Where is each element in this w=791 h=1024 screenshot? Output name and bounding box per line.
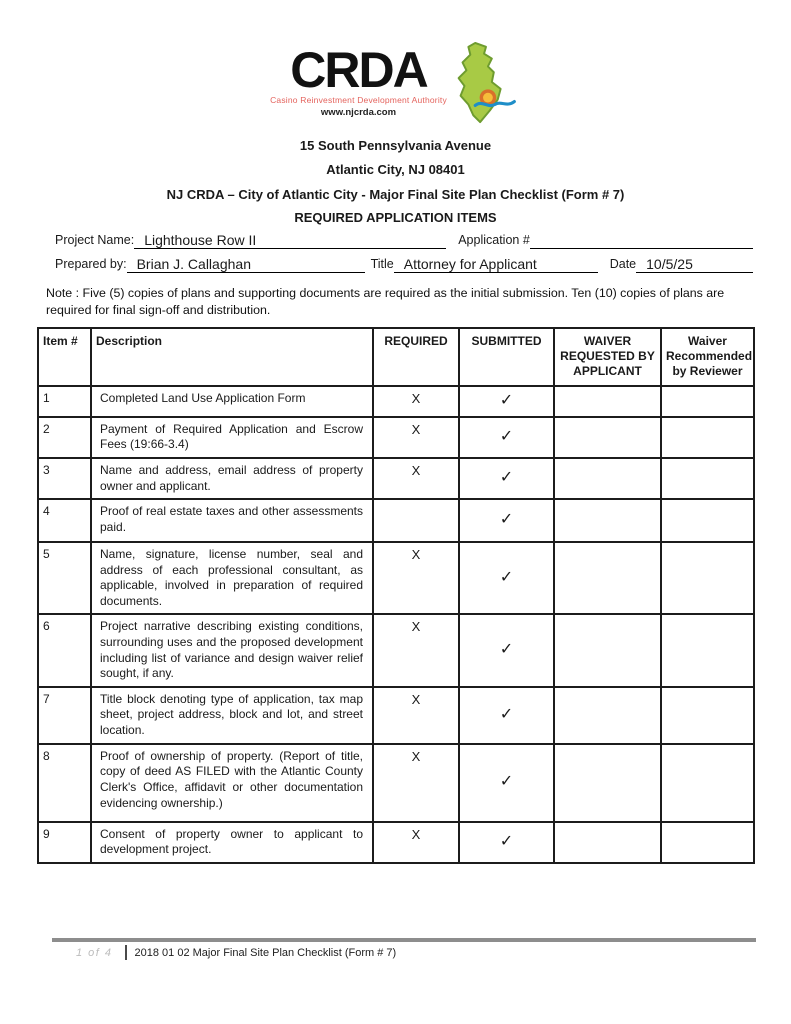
- new-jersey-state-icon: [449, 40, 521, 126]
- waiver-recommended-cell: [661, 614, 754, 686]
- required-mark: X: [373, 822, 459, 863]
- header-item: Item #: [38, 328, 91, 386]
- item-number: 8: [38, 744, 91, 822]
- item-number: 3: [38, 458, 91, 499]
- submitted-check: ✓: [459, 386, 554, 417]
- table-row: [38, 417, 754, 458]
- item-description: Name, signature, license number, seal and address of each professional consultant, as applicable, involved in preparation of required documents.: [91, 542, 373, 614]
- project-name-value: Lighthouse Row II: [144, 232, 257, 248]
- application-number-label: Application #: [458, 233, 530, 248]
- date-label: Date: [609, 257, 637, 272]
- item-number: 4: [38, 499, 91, 542]
- crda-logo-text: [270, 42, 447, 118]
- waiver-recommended-cell: [661, 386, 754, 417]
- required-mark: X: [373, 744, 459, 822]
- address-line-1: 15 South Pennsylvania Avenue: [299, 138, 492, 153]
- submitted-check: ✓: [459, 744, 554, 822]
- header-waiver-recommended: Waiver Recommended by Reviewer: [661, 328, 754, 386]
- waiver-requested-cell: [554, 614, 661, 686]
- item-number: 2: [38, 417, 91, 458]
- application-number-value: [530, 232, 544, 249]
- waiver-requested-cell: [554, 822, 661, 863]
- waiver-requested-cell: [554, 458, 661, 499]
- item-description: Consent of property owner to applicant to development project.: [91, 822, 373, 863]
- waiver-recommended-cell: [661, 499, 754, 542]
- section-title: REQUIRED APPLICATION ITEMS: [294, 210, 497, 225]
- crda-logo: [0, 42, 791, 128]
- item-description: Title block denoting type of application, tax map sheet, project address, block and lot, and street location.: [91, 687, 373, 744]
- submitted-check: ✓: [459, 542, 554, 614]
- logo-website: www.njcrda.com: [320, 107, 397, 118]
- submitted-check: ✓: [459, 822, 554, 863]
- address-line-2: Atlantic City, NJ 08401: [326, 162, 465, 177]
- project-name-row: [38, 232, 753, 249]
- submitted-check: ✓: [459, 499, 554, 542]
- table-row: [38, 614, 754, 686]
- checklist-table: [37, 327, 755, 864]
- table-row: [38, 386, 754, 417]
- required-mark: X: [373, 542, 459, 614]
- submitted-check: ✓: [459, 687, 554, 744]
- header-submitted: SUBMITTED: [459, 328, 554, 386]
- project-name-field: [134, 232, 446, 249]
- item-description: Proof of ownership of property. (Report of title, copy of deed AS FILED with the Atlantic County Clerk's Office, affidavit or other documentation evidencing ownership.): [91, 744, 373, 822]
- table-row: [38, 458, 754, 499]
- table-header-row: [38, 328, 754, 386]
- item-description: Payment of Required Application and Escrow Fees (19:66-3.4): [91, 417, 373, 458]
- submitted-check: ✓: [459, 417, 554, 458]
- submitted-check: ✓: [459, 614, 554, 686]
- logo-brand: CRDA: [290, 42, 427, 98]
- table-row: [38, 822, 754, 863]
- footer-vertical-bar: [125, 945, 127, 960]
- waiver-recommended-cell: [661, 417, 754, 458]
- waiver-requested-cell: [554, 417, 661, 458]
- logo-tagline: Casino Reinvestment Development Authority: [270, 95, 447, 105]
- waiver-requested-cell: [554, 687, 661, 744]
- prepared-by-label: Prepared by:: [55, 257, 127, 272]
- required-mark: X: [373, 417, 459, 458]
- title-label: Title: [370, 257, 394, 272]
- table-row: [38, 744, 754, 822]
- item-description: Proof of real estate taxes and other assessments paid.: [91, 499, 373, 542]
- date-field: [636, 256, 753, 273]
- item-number: 1: [38, 386, 91, 417]
- item-description: Completed Land Use Application Form: [91, 386, 373, 417]
- table-row: [38, 499, 754, 542]
- note-text: Note : Five (5) copies of plans and supporting documents are required as the initial submission. Ten (10) copies of plans are required for final sign-off and distribution.: [46, 286, 725, 317]
- item-number: 9: [38, 822, 91, 863]
- form-fields: [38, 232, 753, 273]
- item-description: Project narrative describing existing conditions, surrounding uses and the proposed development including list of variance and design waiver relief sought, if any.: [91, 614, 373, 686]
- header-required: REQUIRED: [373, 328, 459, 386]
- footer-divider-line: [52, 938, 756, 942]
- waiver-requested-cell: [554, 499, 661, 542]
- project-name-label: Project Name:: [55, 233, 135, 248]
- date-value: 10/5/25: [646, 256, 693, 273]
- item-number: 6: [38, 614, 91, 686]
- page-footer: [52, 938, 756, 960]
- submitted-check: ✓: [459, 458, 554, 499]
- application-number-field: [530, 232, 753, 249]
- prepared-by-value: Brian J. Callaghan: [136, 256, 251, 273]
- prepared-by-row: [38, 256, 753, 273]
- required-mark: X: [373, 687, 459, 744]
- title-field: [394, 256, 598, 273]
- waiver-recommended-cell: [661, 744, 754, 822]
- required-mark: X: [373, 614, 459, 686]
- header-description: Description: [91, 328, 373, 386]
- header-waiver-requested: WAIVER REQUESTED BY APPLICANT: [554, 328, 661, 386]
- required-mark: X: [373, 458, 459, 499]
- waiver-recommended-cell: [661, 542, 754, 614]
- required-mark: X: [373, 386, 459, 417]
- prepared-by-field: [127, 256, 365, 273]
- waiver-requested-cell: [554, 386, 661, 417]
- item-description: Name and address, email address of property owner and applicant.: [91, 458, 373, 499]
- item-number: 7: [38, 687, 91, 744]
- footer-text: 2018 01 02 Major Final Site Plan Checklist (Form # 7): [134, 946, 397, 959]
- waiver-recommended-cell: [661, 458, 754, 499]
- waiver-requested-cell: [554, 542, 661, 614]
- footer-row: [52, 945, 756, 960]
- table-row: [38, 542, 754, 614]
- form-title: NJ CRDA – City of Atlantic City - Major Final Site Plan Checklist (Form # 7): [166, 187, 625, 202]
- required-mark: [373, 499, 459, 542]
- title-value: Attorney for Applicant: [403, 256, 537, 273]
- page-marker: 1 of 4: [76, 946, 113, 959]
- item-number: 5: [38, 542, 91, 614]
- waiver-recommended-cell: [661, 822, 754, 863]
- waiver-requested-cell: [554, 744, 661, 822]
- waiver-recommended-cell: [661, 687, 754, 744]
- table-row: [38, 687, 754, 744]
